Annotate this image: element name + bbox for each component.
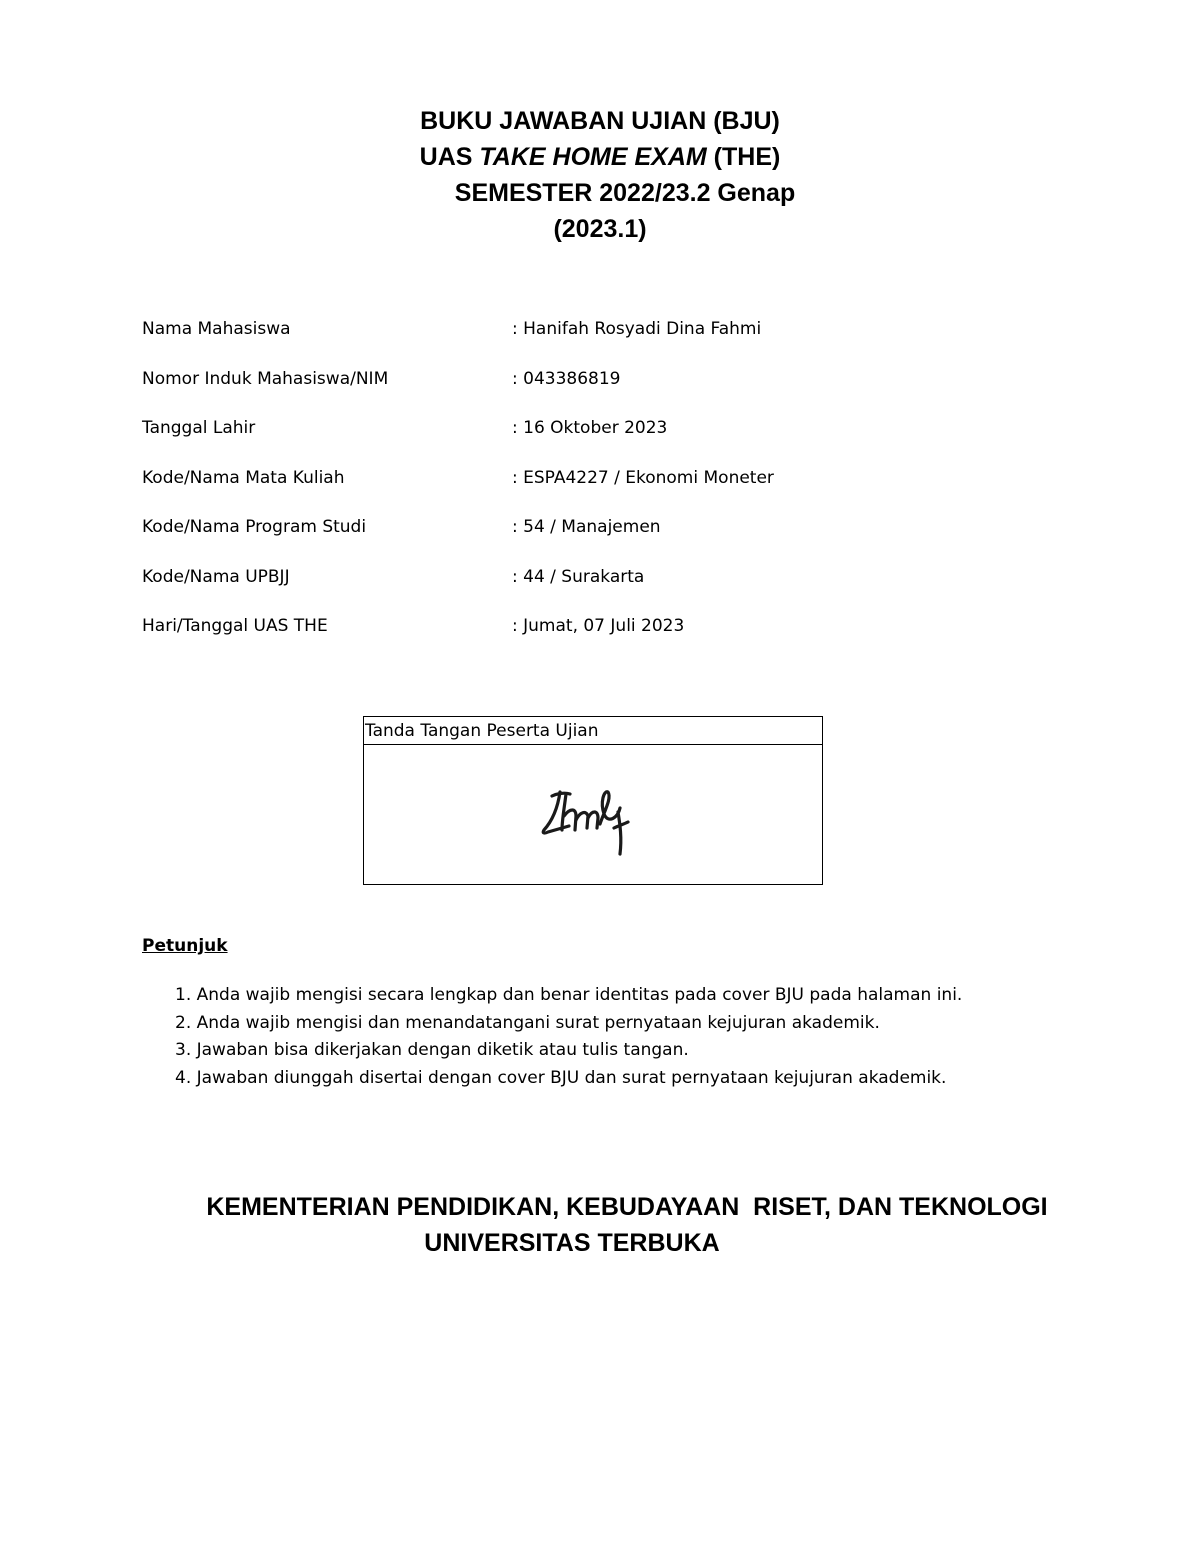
identity-row-upbjj (142, 561, 1042, 611)
identity-row-birthdate (142, 412, 1042, 462)
title-line-4: (2023.1) (553, 215, 647, 243)
instructions-heading: Petunjuk (142, 936, 228, 956)
identity-row-name (142, 313, 1042, 363)
identity-label: Kode/Nama UPBJJ (142, 566, 290, 587)
identity-value: : ESPA4227 / Ekonomi Moneter (512, 467, 774, 488)
instruction-item: 3. Jawaban bisa dikerjakan dengan diketik atau tulis tangan. (175, 1040, 689, 1060)
identity-value: : Jumat, 07 Juli 2023 (512, 616, 685, 636)
identity-label: Hari/Tanggal UAS THE (142, 616, 328, 636)
identity-row-course (142, 462, 1042, 512)
document-title (0, 103, 1200, 247)
signature-box (363, 716, 823, 885)
title-line-2-prefix: UAS (419, 143, 480, 171)
identity-row-exam-date (142, 610, 1042, 660)
student-identity-table (142, 313, 1042, 660)
identity-value: : 043386819 (512, 368, 621, 389)
instruction-item: 4. Jawaban diunggah disertai dengan cover BJU dan surat pernyataan kejujuran akademik. (175, 1067, 947, 1088)
title-line-1: BUKU JAWABAN UJIAN (BJU) (420, 107, 780, 135)
identity-label: Kode/Nama Program Studi (142, 517, 367, 537)
identity-value: : Hanifah Rosyadi Dina Fahmi (512, 319, 762, 339)
institution-footer (0, 1189, 1200, 1261)
university-name: UNIVERSITAS TERBUKA (424, 1229, 720, 1257)
identity-value: : 54 / Manajemen (512, 517, 661, 537)
title-line-2 (0, 139, 1200, 175)
title-line-3: SEMESTER 2022/23.2 Genap (454, 179, 796, 207)
identity-value: : 16 Oktober 2023 (512, 418, 668, 438)
title-line-2-italic: TAKE HOME EXAM (479, 143, 707, 171)
instructions-list (142, 982, 1092, 1092)
instruction-item: 1. Anda wajib mengisi secara lengkap dan benar identitas pada cover BJU pada halaman ini. (175, 985, 963, 1005)
instruction-item: 2. Anda wajib mengisi dan menandatangani surat pernyataan kejujuran akademik. (175, 1012, 880, 1033)
identity-label: Nomor Induk Mahasiswa/NIM (142, 368, 389, 389)
identity-label: Tanggal Lahir (142, 418, 256, 438)
instructions-section (142, 932, 1092, 1092)
ministry-name: KEMENTERIAN PENDIDIKAN, KEBUDAYAAN RISET, DAN TEKNOLOGI (206, 1193, 1048, 1221)
identity-label: Kode/Nama Mata Kuliah (142, 467, 345, 488)
identity-row-nim (142, 363, 1042, 413)
handwritten-signature-icon (534, 772, 634, 862)
identity-value: : 44 / Surakarta (512, 566, 645, 587)
identity-row-program (142, 511, 1042, 561)
signature-header: Tanda Tangan Peserta Ujian (364, 717, 822, 745)
title-line-2-suffix: (THE) (706, 143, 781, 171)
identity-label: Nama Mahasiswa (142, 319, 291, 339)
